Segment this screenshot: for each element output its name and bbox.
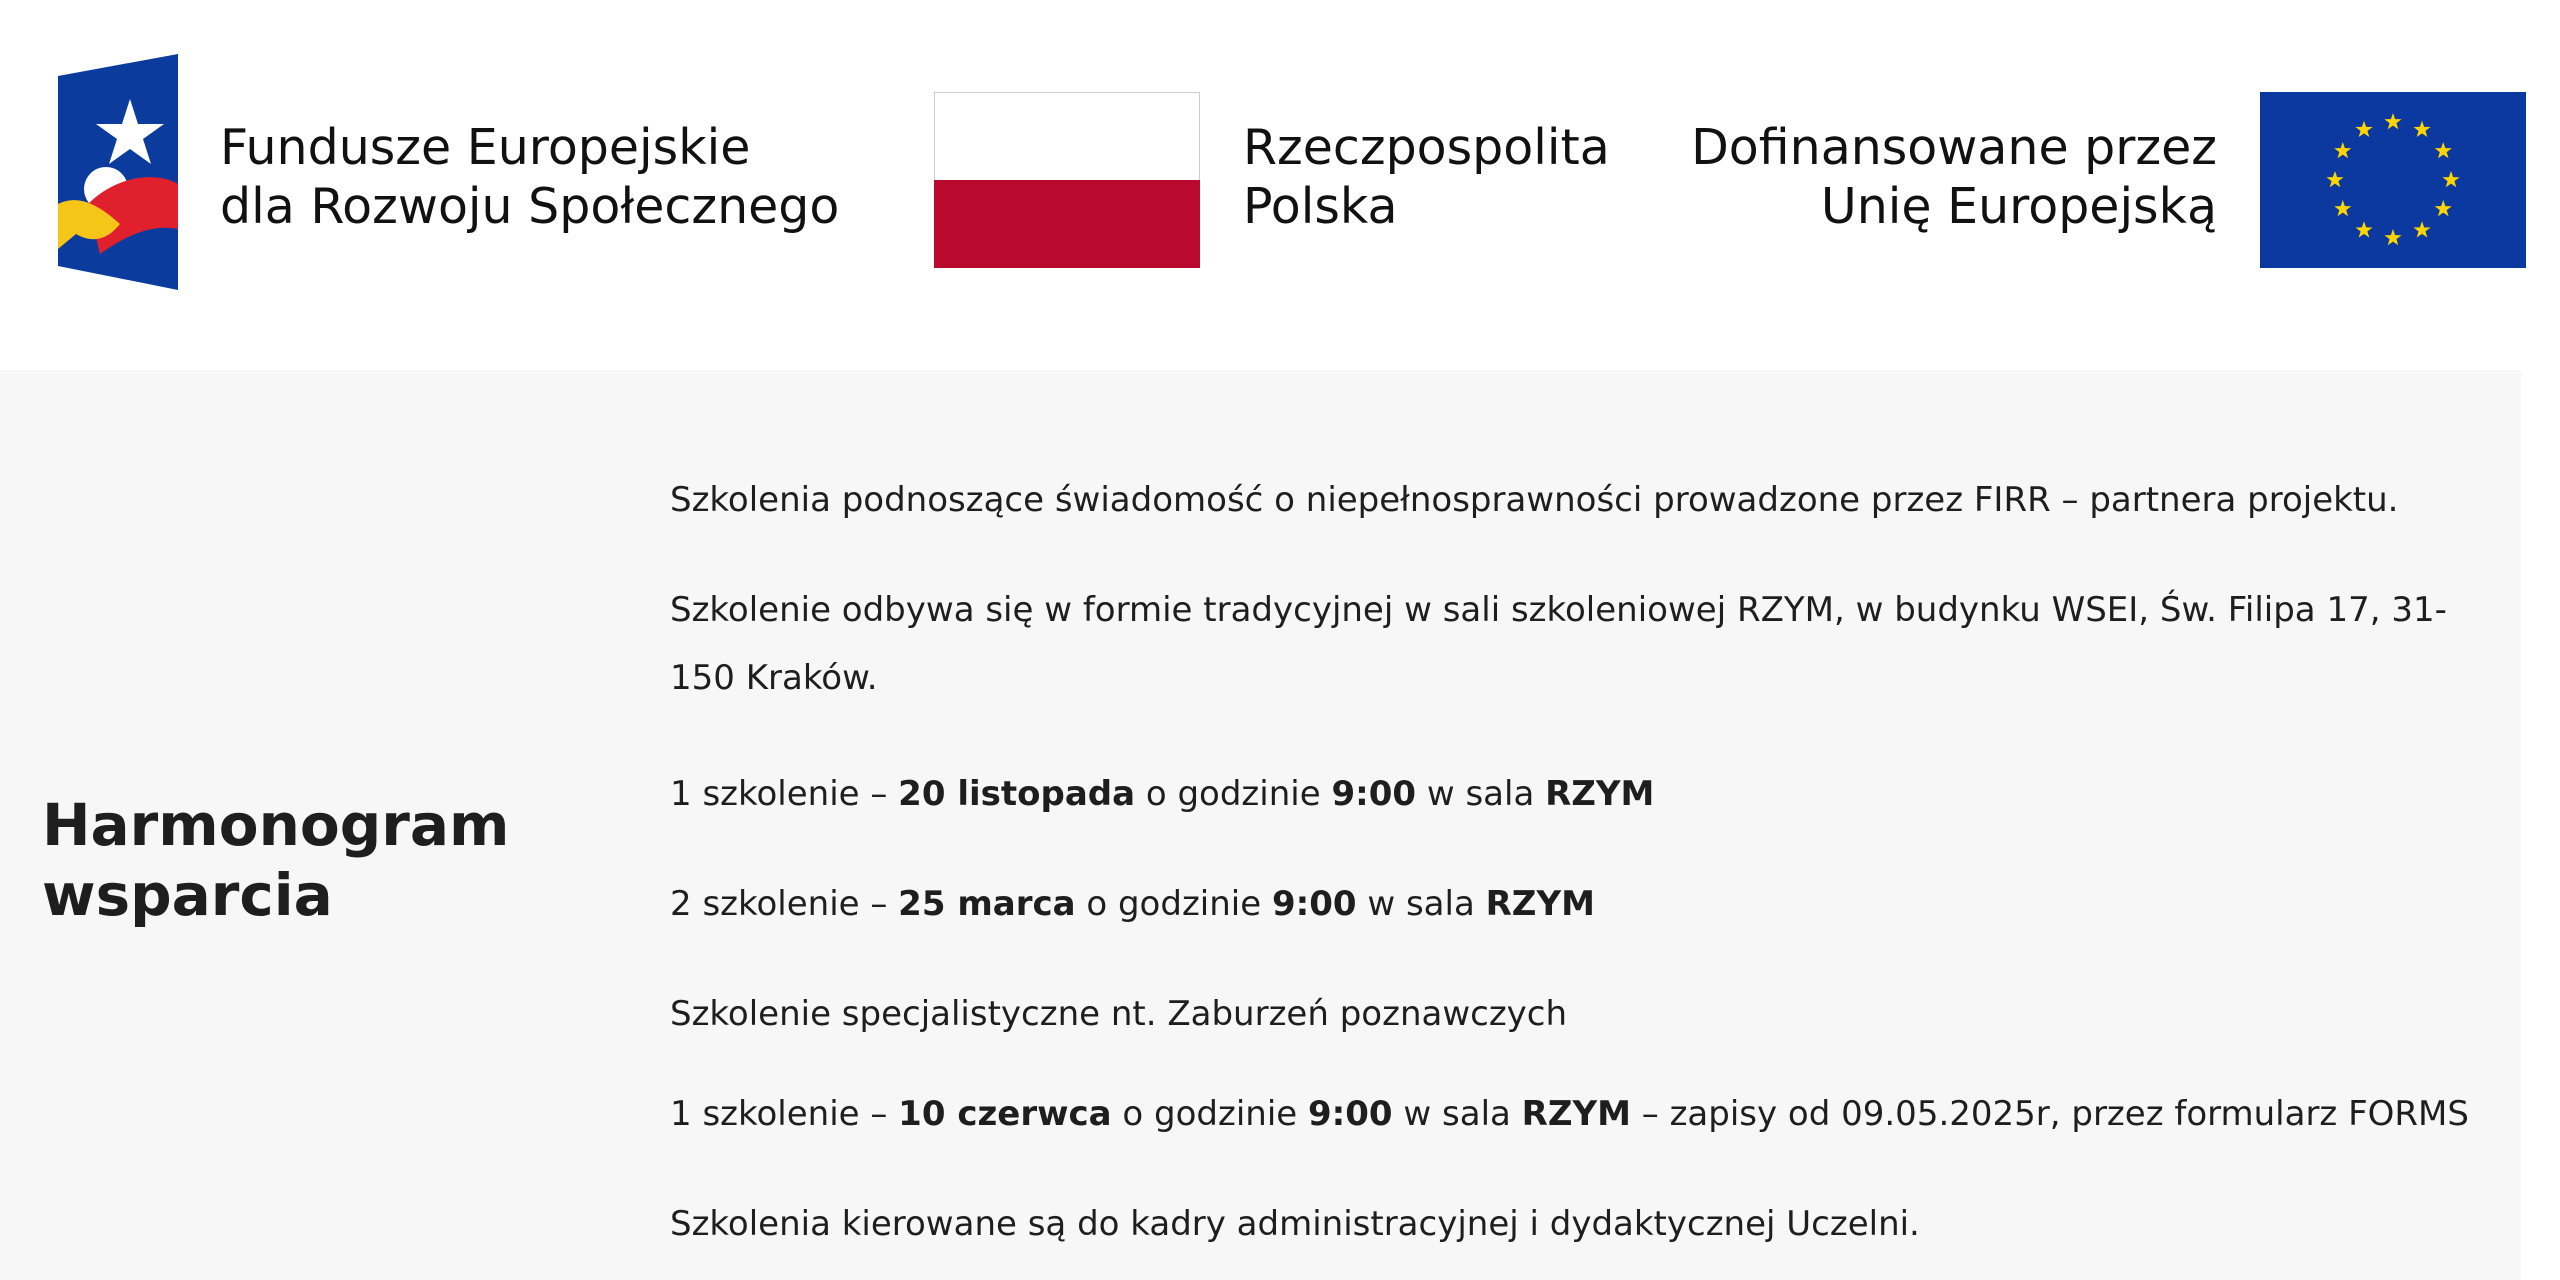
session-1-line bbox=[670, 760, 2490, 828]
session-3-date: 10 czerwca bbox=[898, 1094, 1112, 1134]
european-funds-logo-icon bbox=[58, 54, 180, 290]
session-3-room-pre: w sala bbox=[1392, 1094, 1522, 1134]
session-1-room: RZYM bbox=[1545, 774, 1655, 814]
session-3-mid: o godzinie bbox=[1111, 1094, 1309, 1134]
location-paragraph: Szkolenie odbywa się w formie tradycyjnej w sali szkoleniowej RZYM, w budynku WSEI, Św. Filipa 17, 31-150 Kraków. bbox=[670, 590, 2447, 698]
session-1-prefix: 1 szkolenie – bbox=[670, 774, 899, 814]
session-3-suffix: – zapisy od 09.05.2025r, przez formularz FORMS bbox=[1630, 1094, 2469, 1134]
section-title bbox=[42, 790, 509, 930]
poland-logo-line1: Rzeczpospolita bbox=[1243, 119, 1610, 176]
session-3-room: RZYM bbox=[1521, 1094, 1631, 1134]
session-3-line bbox=[670, 1080, 2490, 1148]
session-3-time: 9:00 bbox=[1308, 1094, 1393, 1134]
specialist-training-heading: Szkolenie specjalistyczne nt. Zaburzeń poznawczych bbox=[670, 994, 1568, 1034]
session-3-prefix: 1 szkolenie – bbox=[670, 1094, 899, 1134]
section-title-line2: wsparcia bbox=[42, 861, 333, 929]
session-2-time: 9:00 bbox=[1271, 884, 1357, 924]
session-1-room-pre: w sala bbox=[1416, 774, 1546, 814]
polish-flag-icon bbox=[934, 92, 1200, 268]
audience-paragraph: Szkolenia kierowane są do kadry administracyjnej i dydaktycznej Uczelni. bbox=[670, 1204, 1920, 1244]
poland-logo-line2: Polska bbox=[1243, 178, 1398, 235]
funding-logos-header bbox=[0, 0, 2560, 370]
session-1-mid: o godzinie bbox=[1135, 774, 1332, 814]
section-title-line1: Harmonogram bbox=[42, 791, 510, 859]
funds-logo-line2: dla Rozwoju Społecznego bbox=[220, 178, 840, 235]
session-2-prefix: 2 szkolenie – bbox=[670, 884, 899, 924]
session-2-date: 25 marca bbox=[898, 884, 1076, 924]
intro-paragraph: Szkolenia podnoszące świadomość o niepełnosprawności prowadzone przez FIRR – partnera projektu. bbox=[670, 480, 2399, 520]
poland-logo-text bbox=[1243, 118, 1610, 236]
european-funds-logo-text bbox=[220, 118, 839, 236]
session-1-date: 20 listopada bbox=[898, 774, 1136, 814]
eu-logo-line1: Dofinansowane przez bbox=[1691, 119, 2217, 176]
eu-logo-line2: Unię Europejską bbox=[1820, 178, 2217, 235]
session-2-room: RZYM bbox=[1485, 884, 1595, 924]
session-2-room-pre: w sala bbox=[1356, 884, 1486, 924]
eu-logo-text bbox=[1691, 118, 2217, 236]
session-2-line bbox=[670, 870, 2490, 938]
session-1-time: 9:00 bbox=[1331, 774, 1417, 814]
eu-flag-icon bbox=[2260, 92, 2526, 268]
funds-logo-line1: Fundusze Europejskie bbox=[220, 119, 751, 176]
session-2-mid: o godzinie bbox=[1075, 884, 1272, 924]
